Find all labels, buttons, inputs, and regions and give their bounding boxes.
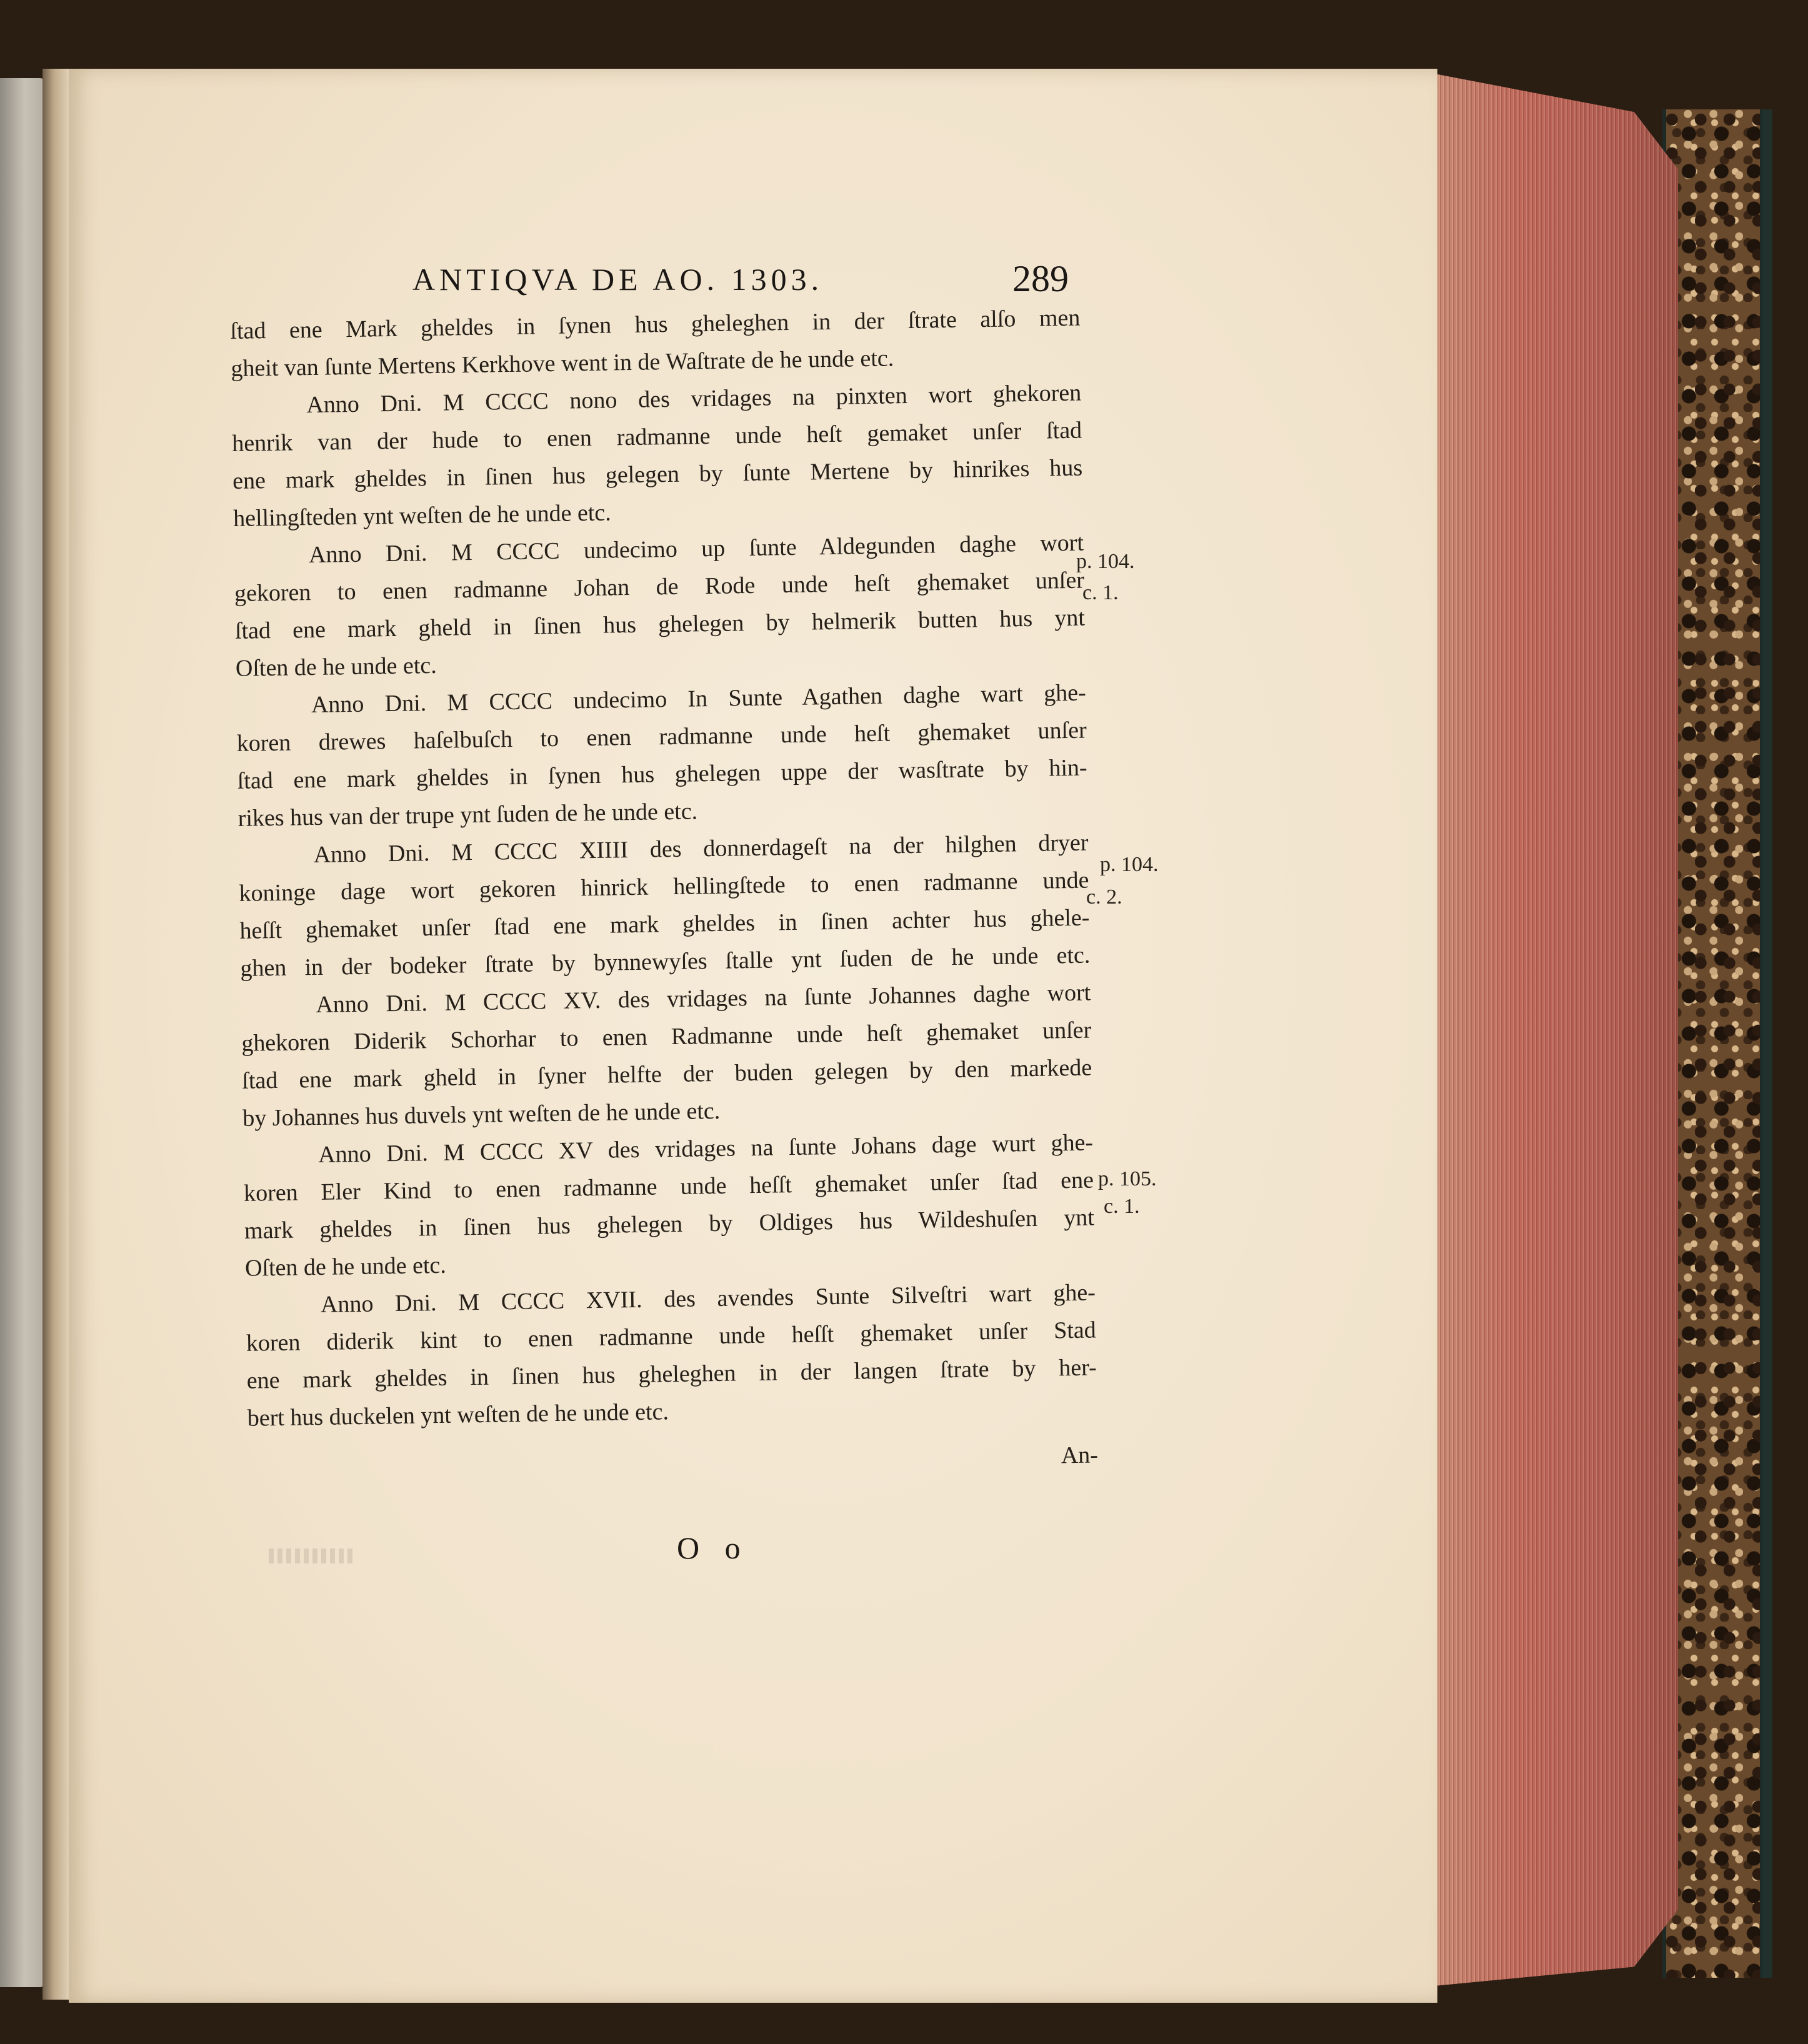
text-line: by Johannes hus duvels ynt weſten de he unde etc. — [242, 1097, 721, 1132]
text-line: ghen in der bodeker ſtrate by bynnewyſes ſtalle ynt ſuden de he unde etc. — [240, 942, 1091, 982]
margin-note: c. 2. — [1086, 885, 1122, 909]
text-line: gheit van ſunte Mertens Kerkhove went in de Waſtrate de he unde etc. — [231, 345, 894, 382]
text-line: koren Eler Kind to enen radmanne unde heſſt ghemaket unſer ſtad ene — [243, 1167, 1094, 1207]
text-line: ſtad ene mark gheld in ſinen hus ghelegen by helmerik butten hus ynt — [234, 604, 1086, 644]
text-line: ene mark gheldes in ſinen hus gheleghen in der langen ſtrate by her- — [246, 1354, 1097, 1394]
text-line: ſtad ene mark gheld in ſyner helfte der buden gelegen by den markede — [241, 1054, 1092, 1094]
cover-board-edge — [1687, 109, 1772, 1978]
show-through-marks — [269, 1548, 356, 1563]
text-line: Oſten de he unde etc. — [235, 652, 437, 682]
catchword: An- — [1061, 1442, 1099, 1469]
text-line: ghekoren Diderik Schorhar to enen Radmanne unde heſt ghemaket unſer — [241, 1017, 1092, 1057]
margin-note: c. 1. — [1082, 581, 1119, 604]
text-line: Anno Dni. M CCCC undecimo In Sunte Agathen daghe wart ghe- — [311, 679, 1087, 719]
text-line: rikes hus van der trupe ynt ſuden de he unde etc. — [237, 798, 698, 832]
text-line: ſtad ene mark gheldes in ſynen hus ghelegen uppe der wasſtrate by hin- — [237, 754, 1087, 794]
text-line: gekoren to enen radmanne Johan de Rode unde heſt ghemaket unſer — [234, 567, 1085, 607]
text-line: Anno Dni. M CCCC nono des vridages na pinxten wort ghekoren — [306, 379, 1082, 419]
text-line: Anno Dni. M CCCC XVII. des avendes Sunte Silveſtri wart ghe- — [320, 1279, 1096, 1318]
text-line: henrik van der hude to enen radmanne unde heſt gemaket unſer ſtad — [231, 417, 1082, 457]
text-line: ſtad ene Mark gheldes in ſynen hus gheleghen in der ſtrate alſo men — [230, 304, 1081, 344]
text-block — [230, 299, 1098, 1487]
signature-mark: O o — [677, 1530, 749, 1565]
text-line: Anno Dni. M CCCC undecimo up ſunte Aldegunden daghe wort — [308, 529, 1084, 569]
text-line: koren diderik kint to enen radmanne unde heſſt ghemaket unſer Stad — [246, 1317, 1097, 1357]
book-gutter — [42, 69, 71, 2000]
text-line: Oſten de he unde etc. — [244, 1252, 447, 1282]
margin-note: c. 1. — [1104, 1195, 1140, 1218]
text-line: ene mark gheldes in ſinen hus gelegen by ſunte Mertene by hinrikes hus — [232, 454, 1083, 494]
text-line: hellingſteden ynt weſten de he unde etc. — [232, 499, 612, 532]
text-line: Anno Dni. M CCCC XV. des vridages na ſunte Johannes daghe wort — [316, 979, 1091, 1018]
text-line: mark gheldes in ſinen hus ghelegen by Oldiges hus Wildeshuſen ynt — [244, 1204, 1095, 1244]
margin-note: p. 104. — [1100, 853, 1159, 876]
text-line: heſſt ghemaket unſer ſtad ene mark gheldes in ſinen achter hus ghele- — [239, 904, 1090, 944]
text-line: Anno Dni. M CCCC XIIII des donnerdageſt na der hilghen dryer — [313, 829, 1089, 869]
text-line: koninge dage wort gekoren hinrick hellingſtede to enen radmanne unde — [239, 867, 1089, 907]
red-page-edges — [1434, 74, 1678, 1986]
running-head — [412, 258, 1069, 305]
margin-note: p. 105. — [1098, 1167, 1157, 1190]
text-line: bert hus duckelen ynt weſten de he unde etc. — [247, 1398, 669, 1432]
running-title: ANTIQVA DE AO. 1303. — [412, 262, 824, 297]
text-line: koren drewes haſelbuſch to enen radmanne unde heſt ghemaket unſer — [236, 717, 1087, 757]
left-page-edge — [0, 78, 45, 1987]
page-number: 289 — [1012, 258, 1069, 299]
margin-note: p. 104. — [1076, 550, 1135, 573]
text-line: Anno Dni. M CCCC XV des vridages na ſunte Johans dage wurt ghe- — [317, 1129, 1094, 1168]
